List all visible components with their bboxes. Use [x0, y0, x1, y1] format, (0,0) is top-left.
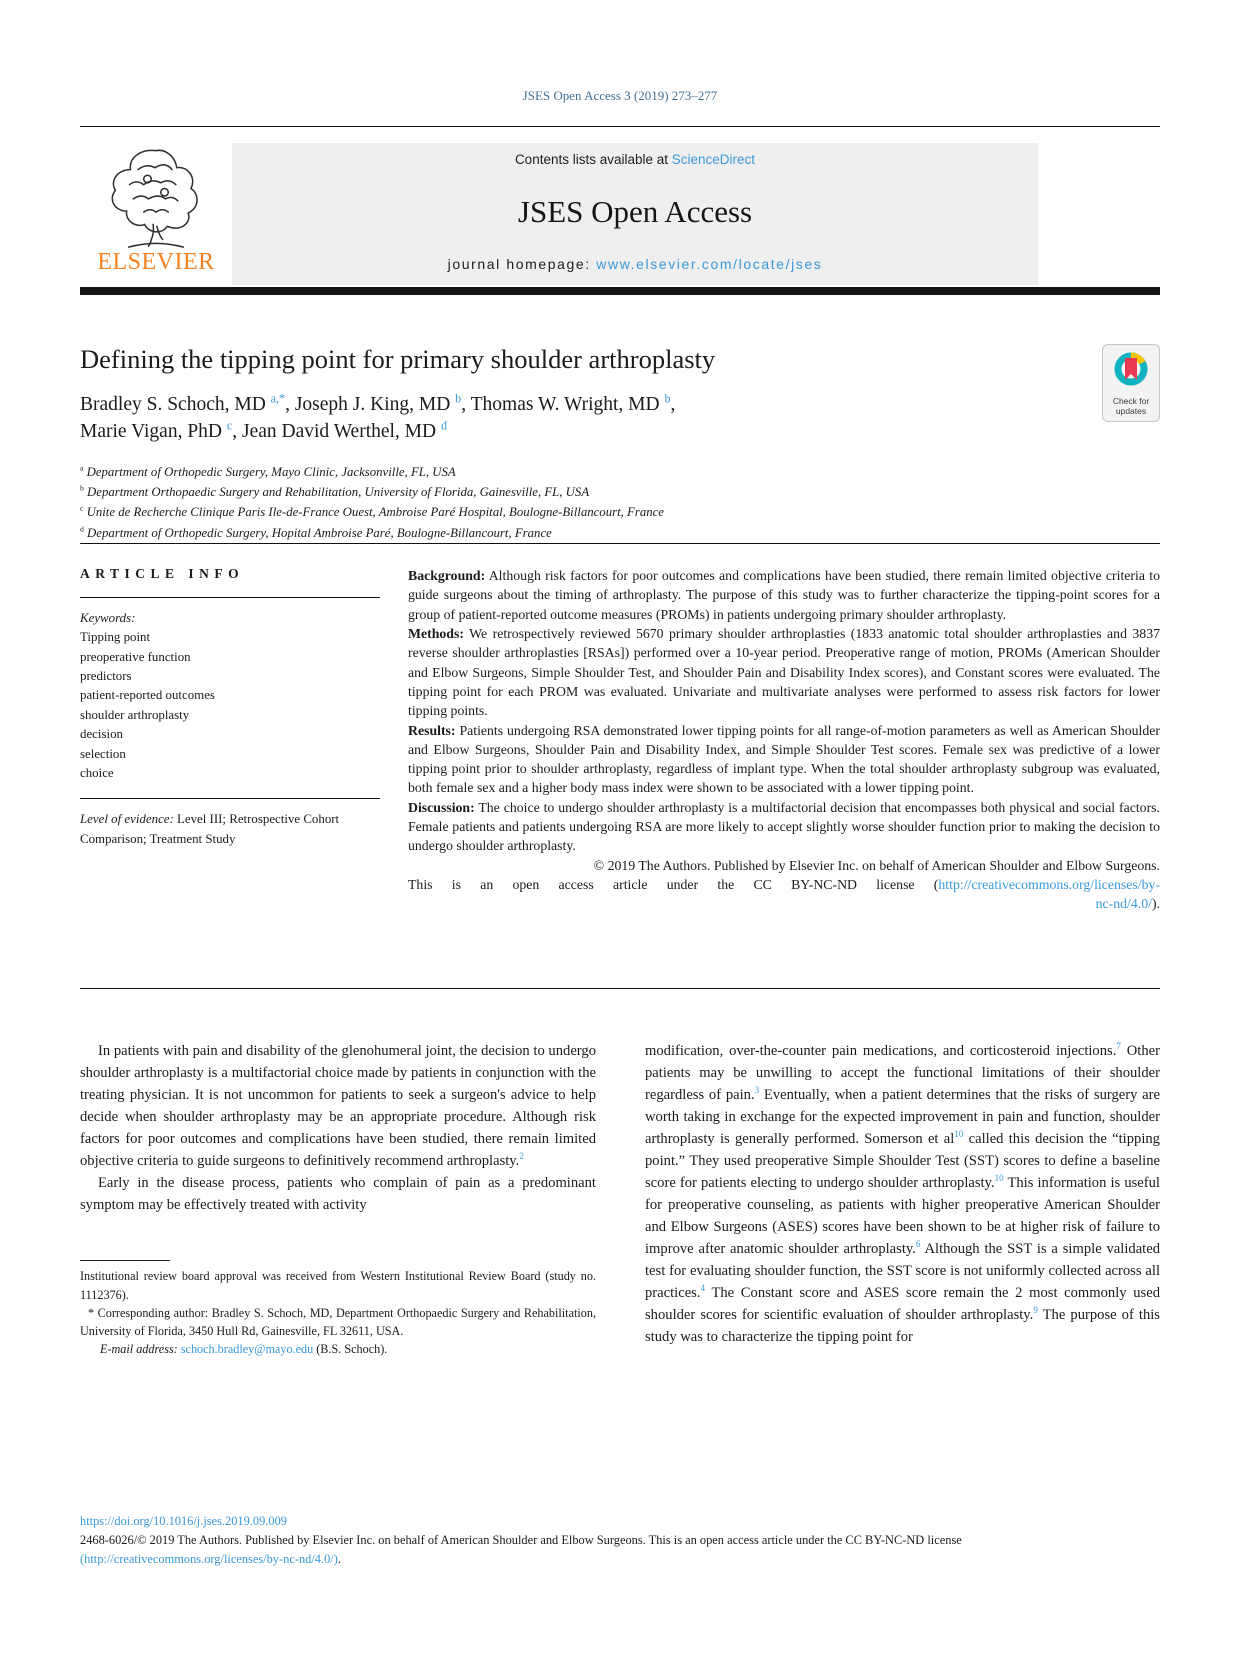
keywords-label: Keywords:: [80, 611, 136, 625]
abstract-section-text: The choice to undergo shoulder arthroplasty is a multifactorial decision that encompasses both physical and social factors. Female patients and patients undergoing RSA are more likely to accept slightly worse shoulder function prior to making the decision to undergo shoulder arthroplasty.: [408, 799, 1160, 854]
elsevier-wordmark: ELSEVIER: [97, 249, 215, 275]
citation-ref[interactable]: 6: [915, 1239, 921, 1250]
page-title: Defining the tipping point for primary shoulder arthroplasty: [80, 344, 716, 374]
article-info-column: [80, 566, 380, 849]
abstract-section-text: Patients undergoing RSA demonstrated lower tipping points for all range-of-motion parameters as well as American Shoulder and Elbow Surgeons, Shoulder Pain and Disability Index, and Simple Shoulder Test scores. Female sex was predictive of a lower tipping point prior to shoulder arthroplasty, regardless of implant type. When the total shoulder arthroplasty subgroup was evaluated, both female sex and a higher body mass index were shown to be associated with a lower tipping point.: [408, 722, 1160, 796]
masthead: [80, 143, 1160, 285]
keyword: shoulder arthroplasty: [80, 707, 190, 722]
license-link-part2[interactable]: nc-nd/4.0/: [1095, 896, 1152, 912]
body-paragraph-3: modification, over-the-counter pain medications, and corticosteroid injections.$^7$ Other patients may be unwilling to accept the functional limitations of their shoulder regardless of pain.$^3$ Eventually, when a patient determines that the risks of surgery are worth taking in exchange for the expected improvement in pain and function, shoulder arthroplasty is generally performed. Somerson et al$^{10}$ called this decision the “tipping point.” They used preoperative Simple Shoulder Test (SST) scores to define a baseline score for patients electing to undergo shoulder arthroplasty.$^{10}$ This information is useful for preoperative counseling, as patients with higher preoperative American Shoulder and Elbow Surgeons (ASES) scores have been shown to be at higher risk of failure to improve after anatomic shoulder arthroplasty.$^6$ Although the SST is a simple validated test for evaluating shoulder function, the SST score is not uniformly collected across all practices.$^4$ The Constant score and ASES score remain the 2 most commonly used shoulder scores for scientific evaluation of shoulder arthroplasty.$^9$ The purpose of this study was to characterize the tipping point for: [645, 1041, 1161, 1346]
citation-ref[interactable]: 2: [519, 1151, 524, 1162]
abstract-section-label: Background:: [408, 568, 486, 583]
header-top-rule: [80, 126, 1160, 127]
affiliation-text: Unite de Recherche Clinique Paris Ile-de-France Ouest, Ambroise Paré Hospital, Boulogne-Billancourt, France: [83, 505, 664, 520]
article-info-rule: [80, 597, 380, 598]
citation-ref[interactable]: 10: [954, 1129, 964, 1140]
abstract-copyright: © 2019 The Authors. Published by Elsevier Inc. on behalf of American Shoulder and Elbow Surgeons.: [593, 857, 1160, 873]
abstract: [408, 566, 1160, 914]
keyword: preoperative function: [80, 649, 191, 664]
abstract-discussion: [408, 798, 1160, 856]
badge-label-line2: updates: [1115, 406, 1147, 417]
elsevier-tree-icon: [100, 145, 212, 249]
citation-ref[interactable]: 4: [700, 1283, 706, 1294]
citation-ref[interactable]: 3: [754, 1085, 760, 1096]
affiliation-c: [80, 502, 1160, 522]
affiliation-d: [80, 523, 1160, 543]
issn-copyright-line: 2468-6026/© 2019 The Authors. Published by Elsevier Inc. on behalf of American Shoulder and Elbow Surgeons. This is an open access article under the CC BY-NC-ND license: [80, 1533, 962, 1548]
affiliation-marker: b: [80, 483, 84, 493]
footer-license-link[interactable]: (http://creativecommons.org/licenses/by-nc-nd/4.0/): [80, 1552, 338, 1567]
affiliation-text: Department Orthopaedic Surgery and Rehabilitation, University of Florida, Gainesville, FL, USA: [83, 485, 590, 500]
affiliation-marker: c: [80, 504, 84, 514]
abstract-section-label: Discussion:: [408, 799, 475, 815]
footer-license-line: [80, 1550, 1160, 1569]
footnote-block: [80, 1260, 596, 1358]
license-link-part1[interactable]: http://creativecommons.org/licenses/by-: [938, 877, 1160, 892]
email-link[interactable]: schoch.bradley@mayo.edu: [180, 1342, 314, 1357]
author-line-1: Bradley S. Schoch, MD $^{a,*}$, Joseph J. King, MD $^b$, Thomas W. Wright, MD $^b$,: [80, 391, 676, 415]
body-paragraph-1: In patients with pain and disability of the glenohumeral joint, the decision to undergo shoulder arthroplasty is a multifactorial choice made by patients in conjunction with the treating physician. It is not uncommon for patients to seek a surgeon's advice to help decide when shoulder arthroplasty may be an appropriate procedure. Although risk factors for poor outcomes and complications have been studied, there remain limited objective criteria to guide surgeons to definitively recommend arthroplasty.$^2$: [80, 1043, 596, 1170]
abstract-section-text: Although risk factors for poor outcomes and complications have been studied, there remain limited objective criteria to guide surgeons about the timing of arthroplasty. The purpose of this study was to further characterize the tipping-point scores for a group of patient-reported outcome measures (PROMs) in patients undergoing primary shoulder arthroplasty.: [408, 568, 1160, 622]
footnote-rule: [80, 1260, 170, 1261]
evidence-text: Level III; Retrospective Cohort Comparison; Treatment Study: [80, 812, 340, 846]
section-divider-bottom: [80, 988, 1160, 989]
page-footer: [80, 1512, 1160, 1570]
affiliations: [80, 462, 1160, 543]
article-info-heading: ARTICLE INFO: [80, 566, 245, 581]
citation-ref[interactable]: 7: [1116, 1041, 1121, 1052]
badge-label-line1: Check for: [1112, 396, 1150, 406]
author-list: [80, 392, 1160, 446]
abstract-section-text: We retrospectively reviewed 5670 primary shoulder arthroplasties (1833 anatomic total shoulder arthroplasties and 3837 reverse shoulder arthroplasties [RSAs]) performed over a 10-year period. Preoperative range of motion, PROMs (American Shoulder and Elbow Surgeons, Simple Shoulder Test, and Shoulder Pain and Disability Index scores), and Constant scores were evaluated. The tipping point for each PROM was evaluated. Univariate and multivariate analyses were performed to assess risk factors for lower tipping points.: [408, 625, 1160, 719]
email-label: E-mail address:: [100, 1342, 178, 1357]
contents-line: [515, 152, 755, 167]
abstract-license-line: [408, 875, 1160, 894]
keyword: choice: [80, 765, 114, 780]
citation-ref[interactable]: 9: [1033, 1305, 1038, 1316]
doi-line: [80, 1512, 1160, 1531]
journal-name: JSES Open Access: [517, 193, 753, 229]
keyword: predictors: [80, 669, 132, 684]
license-prefix: This is an open access article under the CC BY-NC-ND license (: [408, 877, 939, 892]
abstract-methods: [408, 624, 1160, 721]
email-suffix: (B.S. Schoch).: [313, 1342, 388, 1357]
keywords-block: [80, 609, 380, 783]
journal-citation-header: JSES Open Access 3 (2019) 273–277: [522, 88, 718, 103]
license-suffix: ).: [1151, 896, 1160, 912]
affiliation-text: Department of Orthopedic Surgery, Mayo Clinic, Jacksonville, FL, USA: [83, 465, 456, 479]
abstract-background: [408, 566, 1160, 624]
footnote-corresponding-author: * Corresponding author: Bradley S. Schoch, MD, Department Orthopaedic Surgery and Rehabilitation, University of Florida, 3450 Hull Rd, Gainesville, FL 32611, USA.: [80, 1305, 596, 1339]
elsevier-logo: [80, 143, 232, 285]
keyword: Tipping point: [80, 630, 151, 645]
masthead-divider-bar: [80, 287, 1160, 295]
affiliation-b: [80, 482, 1160, 502]
keyword: patient-reported outcomes: [80, 688, 215, 703]
contents-prefix: Contents lists available at: [514, 152, 672, 167]
body-column-left: [80, 1040, 596, 1359]
footnote-email-line: [80, 1340, 596, 1358]
abstract-section-label: Methods:: [408, 625, 464, 641]
keyword: decision: [80, 727, 123, 742]
homepage-url-link[interactable]: www.elsevier.com/locate/jses: [596, 256, 823, 272]
citation-ref[interactable]: a,*: [270, 391, 286, 406]
sciencedirect-link[interactable]: ScienceDirect: [671, 152, 756, 167]
abstract-results: [408, 721, 1160, 798]
affiliation-marker: d: [80, 524, 84, 534]
homepage-line: [448, 256, 823, 272]
citation-ref[interactable]: d: [440, 418, 448, 433]
affiliation-text: Department of Orthopedic Surgery, Hopital Ambroise Paré, Boulogne-Billancourt, France: [83, 525, 552, 540]
keyword: selection: [80, 746, 126, 761]
article-info-rule: [80, 798, 380, 799]
author-line-2: Marie Vigan, PhD $^c$, Jean David Werthel, MD $^d$: [80, 418, 448, 442]
evidence-label: Level of evidence:: [80, 812, 174, 827]
section-divider-top: [80, 543, 1160, 544]
abstract-section-label: Results:: [408, 722, 456, 738]
body-column-right: [645, 1040, 1160, 1348]
abstract-license-end: [408, 894, 1160, 913]
citation-ref[interactable]: b: [455, 391, 462, 406]
body-paragraph-2: Early in the disease process, patients who complain of pain as a predominant symptom may be effectively treated with activity: [80, 1175, 596, 1214]
journal-banner: [232, 143, 1038, 285]
citation-ref[interactable]: b: [664, 391, 671, 406]
homepage-prefix: journal homepage:: [447, 256, 597, 272]
check-for-updates-icon: [1110, 350, 1152, 390]
citation-ref[interactable]: c: [226, 418, 233, 433]
level-of-evidence: [80, 810, 380, 849]
doi-link[interactable]: https://doi.org/10.1016/j.jses.2019.09.009: [80, 1514, 287, 1528]
affiliation-marker: a: [80, 463, 84, 473]
affiliation-a: [80, 462, 1160, 482]
footer-license-period: .: [337, 1552, 341, 1567]
citation-ref[interactable]: 10: [994, 1173, 1004, 1184]
footnote-irb: Institutional review board approval was received from Western Institutional Review Board (study no. 1112376).: [80, 1269, 596, 1302]
